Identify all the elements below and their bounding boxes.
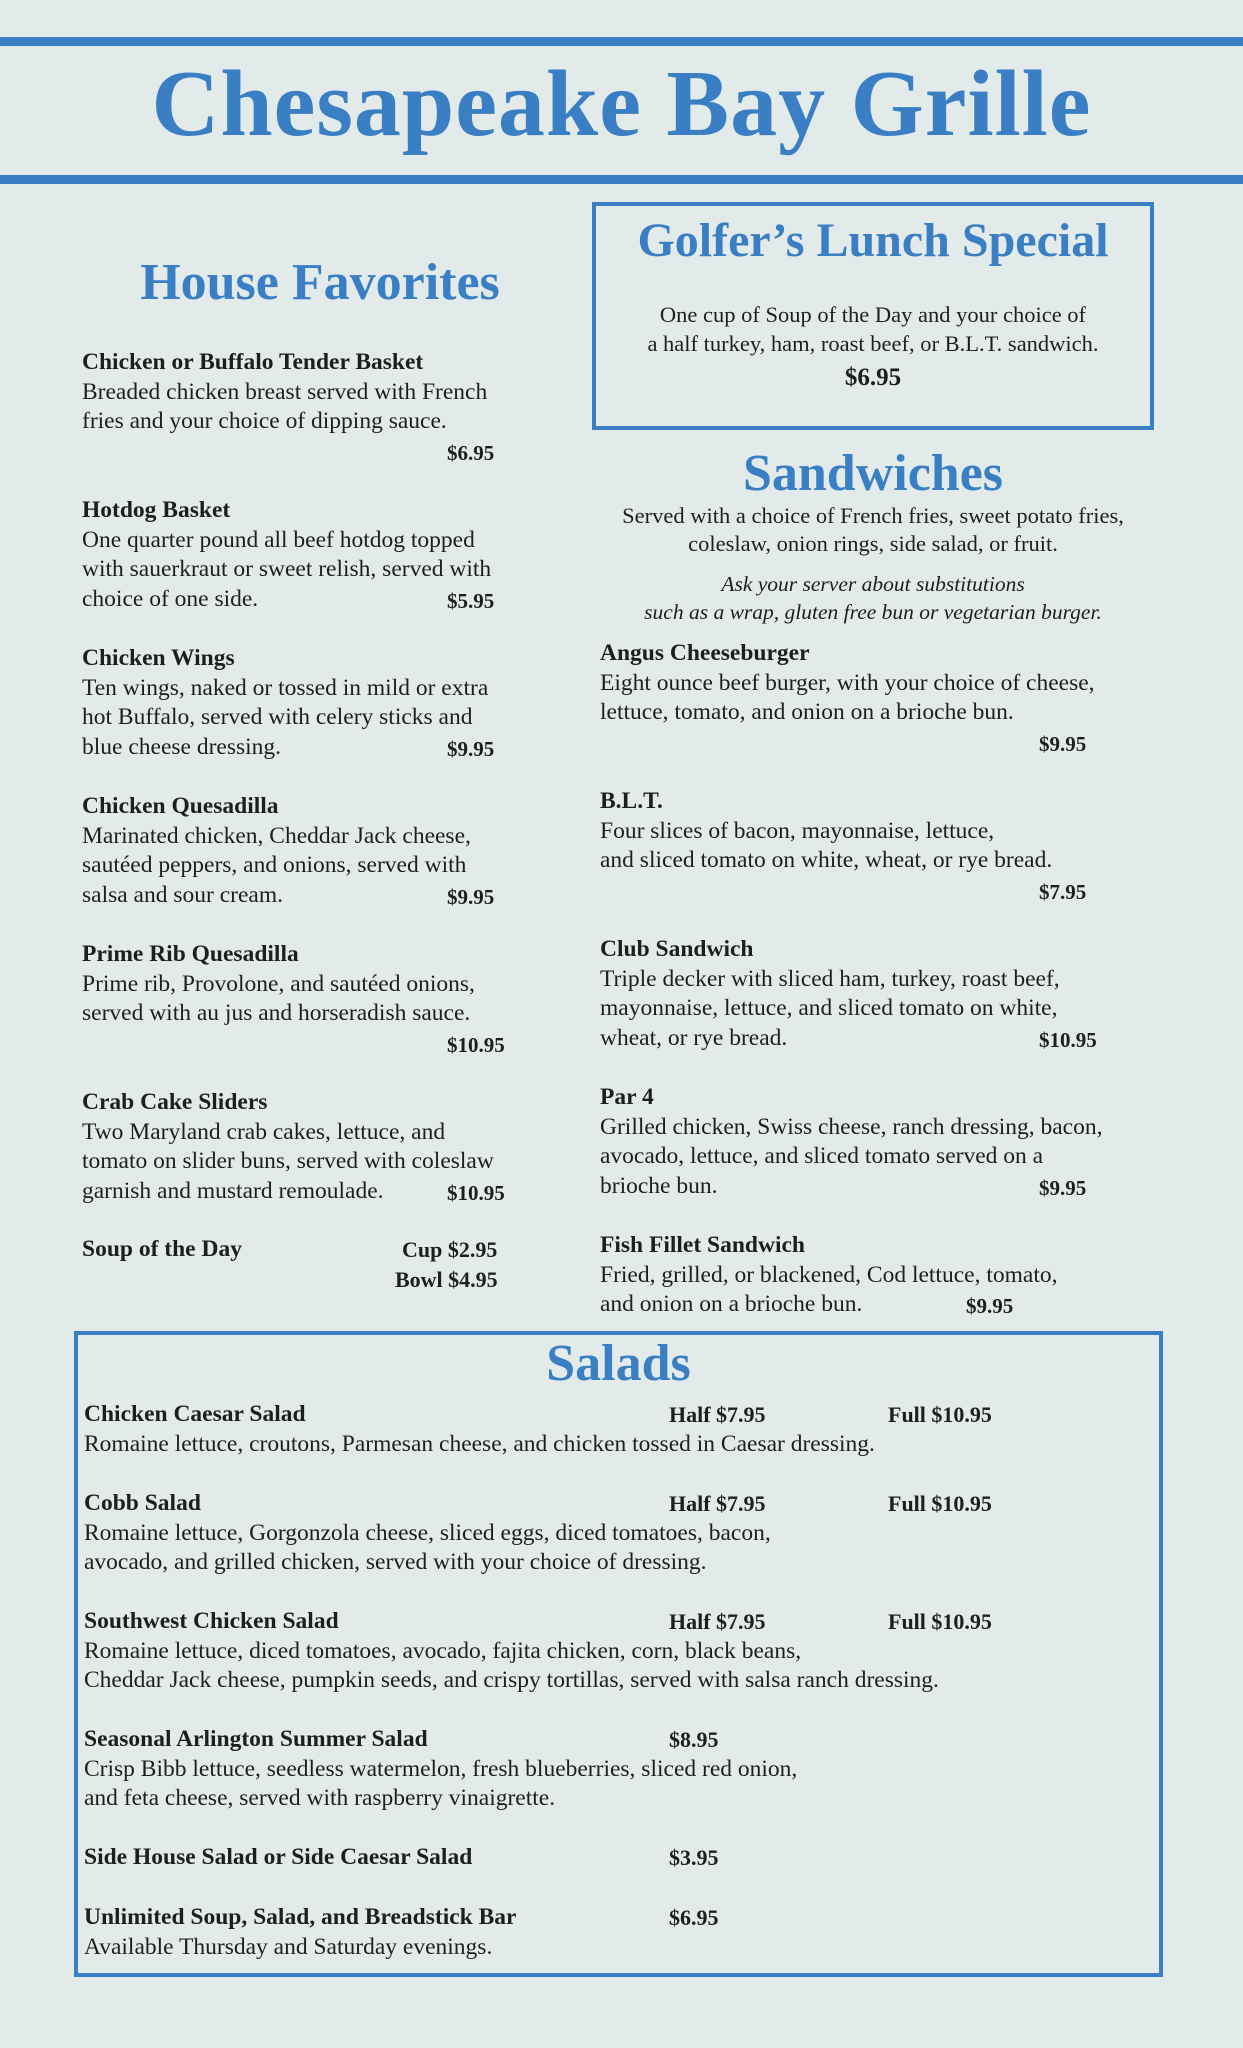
item-price: $5.95: [447, 589, 495, 613]
item-price: $6.95: [447, 441, 495, 465]
menu-item: [82, 496, 582, 614]
golfer-special-price: $6.95: [844, 364, 902, 391]
salad-item: [84, 1903, 1154, 1962]
item-price: $9.95: [1039, 1176, 1087, 1200]
salads-heading: Salads: [546, 1335, 691, 1392]
salad-price-half: $6.95: [669, 1905, 719, 1930]
salad-description-line: avocado, and grilled chicken, served with your choice of dressing.: [84, 1549, 707, 1576]
salad-description-line: Romaine lettuce, diced tomatoes, avocado, fajita chicken, corn, black beans,: [84, 1637, 802, 1664]
item-description-line: served with au jus and horseradish sauce.: [82, 1000, 471, 1027]
item-description-line: mayonnaise, lettuce, and sliced tomato on white,: [600, 995, 1058, 1022]
salad-description-line: Cheddar Jack cheese, pumpkin seeds, and crispy tortillas, served with salsa ranch dressing.: [84, 1667, 939, 1694]
menu-item: [82, 1088, 582, 1206]
sandwiches-heading: Sandwiches: [742, 445, 1004, 502]
house-favorites-heading: House Favorites: [140, 254, 500, 311]
sandwiches-intro-line1: Served with a choice of French fries, sweet potato fries,: [622, 503, 1124, 528]
item-description-line: wheat, or rye bread.: [600, 1024, 788, 1051]
salad-price-half: $8.95: [669, 1727, 719, 1752]
item-price: $9.95: [966, 1294, 1014, 1318]
item-name: Par 4: [600, 1084, 654, 1110]
salad-price-full: Full $10.95: [888, 1491, 992, 1516]
item-name: Club Sandwich: [600, 936, 754, 962]
item-name: Angus Cheeseburger: [600, 640, 810, 666]
menu-item: [82, 940, 582, 1029]
item-description-line: Eight ounce beef burger, with your choice of cheese,: [600, 669, 1095, 696]
item-name: Chicken Wings: [82, 645, 235, 671]
item-price: $9.95: [1039, 732, 1087, 756]
restaurant-title: Chesapeake Bay Grille: [151, 52, 1092, 156]
item-description-line: Ten wings, naked or tossed in mild or extra: [82, 674, 489, 701]
item-name: B.L.T.: [600, 788, 663, 814]
item-description-line: tomato on slider buns, served with coleslaw: [82, 1148, 494, 1175]
item-description-line: hot Buffalo, served with celery sticks and: [82, 704, 473, 731]
salad-price-half: Half $7.95: [669, 1491, 766, 1516]
salad-price-half: Half $7.95: [669, 1402, 766, 1427]
item-description-line: One quarter pound all beef hotdog topped: [82, 526, 475, 553]
item-price: $10.95: [447, 1181, 505, 1205]
salad-price-full: Full $10.95: [888, 1609, 992, 1634]
item-price: $7.95: [1039, 880, 1087, 904]
sandwiches-intro-line2: coleslaw, onion rings, side salad, or fruit.: [688, 531, 1058, 556]
item-description-line: choice of one side.: [82, 585, 259, 612]
salad-description-line: and feta cheese, served with raspberry vinaigrette.: [84, 1785, 556, 1812]
salad-item: [84, 1400, 1154, 1459]
item-name: Prime Rib Quesadilla: [82, 941, 299, 967]
salad-description-line: Romaine lettuce, Gorgonzola cheese, sliced eggs, diced tomatoes, bacon,: [84, 1519, 771, 1546]
item-description-line: Four slices of bacon, mayonnaise, lettuce,: [600, 817, 995, 844]
soup-name: Soup of the Day: [82, 1236, 242, 1262]
item-price: $9.95: [447, 885, 495, 909]
golfer-special-line2: a half turkey, ham, roast beef, or B.L.T. sandwich.: [647, 331, 1099, 356]
menu-item: [600, 787, 1180, 876]
item-description-line: sautéed peppers, and onions, served with: [82, 852, 467, 879]
item-name: Hotdog Basket: [82, 497, 231, 523]
sandwiches-note-line2: such as a wrap, gluten free bun or vegetarian burger.: [644, 600, 1102, 624]
menu-item: [82, 348, 582, 437]
menu-item: [600, 1083, 1180, 1201]
salad-description-line: Available Thursday and Saturday evenings.: [84, 1933, 493, 1960]
salad-item: [84, 1489, 1154, 1578]
item-description-line: fries and your choice of dipping sauce.: [82, 408, 447, 435]
item-description-line: brioche bun.: [600, 1172, 718, 1199]
item-name: Chicken or Buffalo Tender Basket: [82, 349, 424, 375]
sandwiches-note-line1: Ask your server about substitutions: [721, 572, 1025, 596]
golfer-special-heading: Golfer’s Lunch Special: [637, 214, 1109, 267]
item-price: $10.95: [1039, 1028, 1097, 1052]
menu-item: [82, 792, 582, 910]
item-description-line: Breaded chicken breast served with French: [82, 378, 488, 405]
item-description-line: Triple decker with sliced ham, turkey, roast beef,: [600, 965, 1060, 992]
item-name: Chicken Quesadilla: [82, 793, 279, 819]
salad-item: [84, 1607, 1154, 1696]
item-description-line: salsa and sour cream.: [82, 881, 283, 908]
item-description-line: and onion on a brioche bun.: [600, 1291, 863, 1318]
salad-name: Seasonal Arlington Summer Salad: [84, 1726, 428, 1752]
item-description-line: Prime rib, Provolone, and sautéed onions,: [82, 970, 475, 997]
salad-description-line: Crisp Bibb lettuce, seedless watermelon, fresh blueberries, sliced red onion,: [84, 1755, 798, 1782]
item-price: $10.95: [447, 1033, 505, 1057]
item-description-line: blue cheese dressing.: [82, 733, 282, 760]
soup-cup-price: Cup $2.95: [402, 1237, 498, 1262]
header-rule-bottom: [0, 175, 1243, 184]
salad-description-line: Romaine lettuce, croutons, Parmesan cheese, and chicken tossed in Caesar dressing.: [84, 1430, 875, 1457]
item-description-line: lettuce, tomato, and onion on a brioche bun.: [600, 699, 1014, 726]
item-price: $9.95: [447, 737, 495, 761]
salad-name: Side House Salad or Side Caesar Salad: [84, 1844, 473, 1870]
item-description-line: garnish and mustard remoulade.: [82, 1177, 384, 1204]
salad-item: [84, 1843, 1154, 1873]
item-description-line: Grilled chicken, Swiss cheese, ranch dressing, bacon,: [600, 1113, 1103, 1140]
salad-name: Cobb Salad: [84, 1490, 201, 1516]
salad-name: Southwest Chicken Salad: [84, 1608, 339, 1634]
menu-item: [600, 639, 1180, 728]
salad-item: [84, 1725, 1154, 1814]
salad-price-half: $3.95: [669, 1845, 719, 1870]
item-description-line: with sauerkraut or sweet relish, served with: [82, 556, 492, 583]
item-name: Crab Cake Sliders: [82, 1089, 268, 1115]
item-description-line: Marinated chicken, Cheddar Jack cheese,: [82, 822, 471, 849]
item-description-line: avocado, lettuce, and sliced tomato served on a: [600, 1143, 1044, 1170]
salad-price-full: Full $10.95: [888, 1402, 992, 1427]
item-description-line: and sliced tomato on white, wheat, or rye bread.: [600, 847, 1053, 874]
golfer-special-line1: One cup of Soup of the Day and your choice of: [659, 302, 1087, 327]
soup-bowl-price: Bowl $4.95: [395, 1267, 498, 1292]
item-description-line: Two Maryland crab cakes, lettuce, and: [82, 1118, 446, 1145]
item-name: Fish Fillet Sandwich: [600, 1232, 806, 1258]
menu-item: [82, 644, 582, 762]
salad-name: Chicken Caesar Salad: [84, 1401, 306, 1427]
salad-price-half: Half $7.95: [669, 1609, 766, 1634]
item-description-line: Fried, grilled, or blackened, Cod lettuce, tomato,: [600, 1261, 1058, 1288]
salad-name: Unlimited Soup, Salad, and Breadstick Bar: [84, 1904, 517, 1930]
menu-item: [600, 1231, 1180, 1320]
